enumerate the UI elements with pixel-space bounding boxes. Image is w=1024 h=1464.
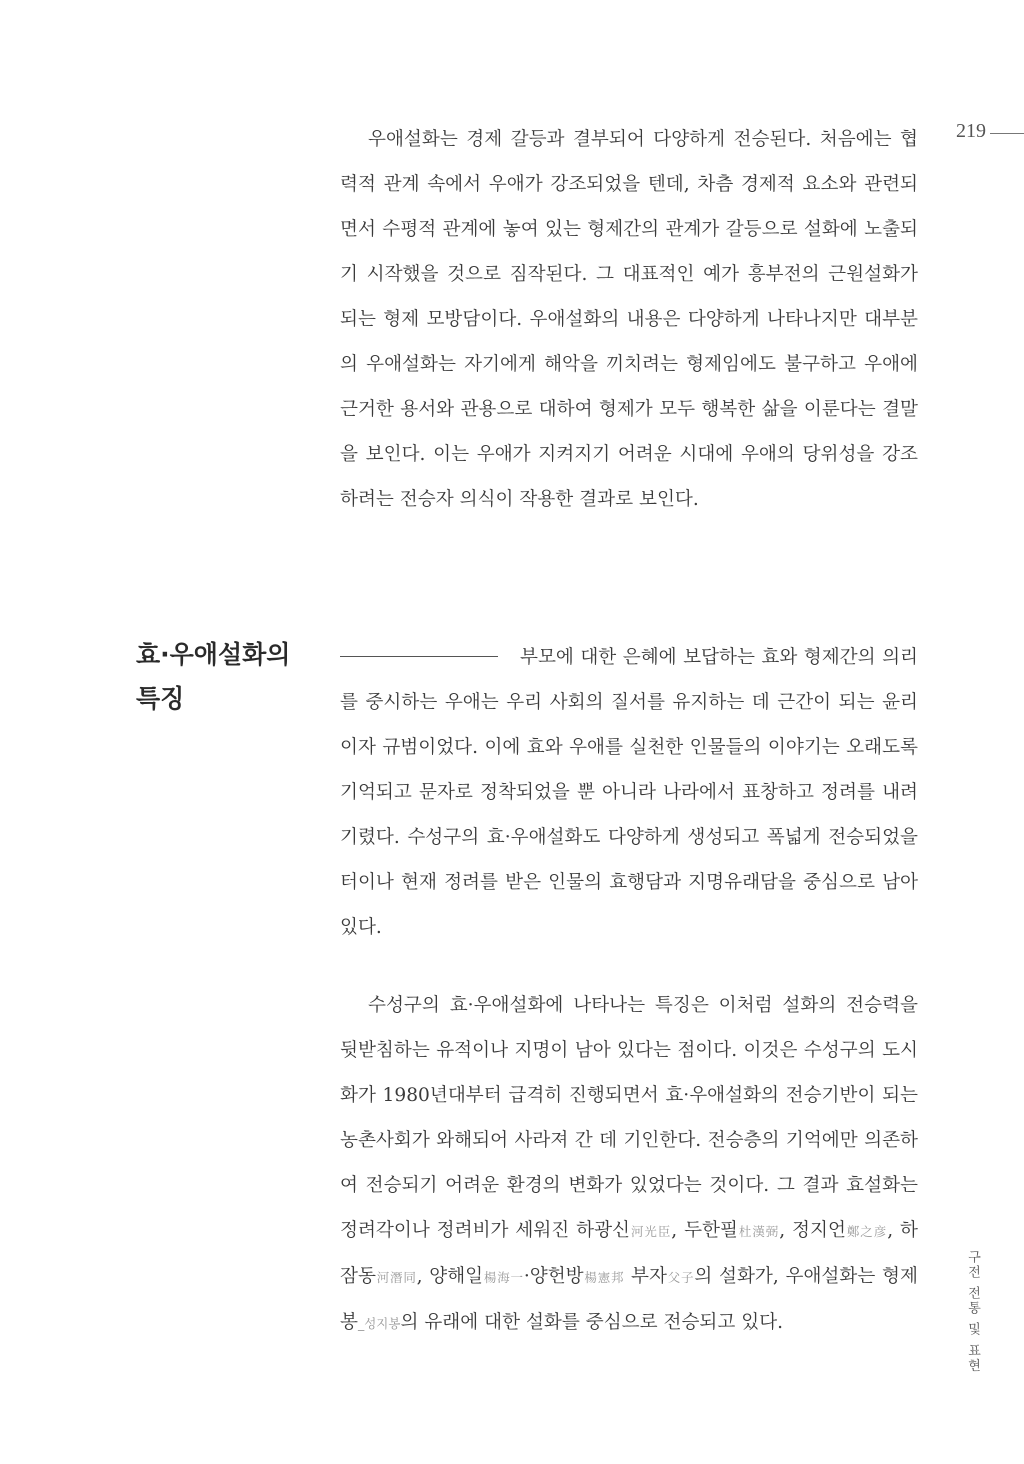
paragraph-3-text: , 정지언: [779, 1220, 846, 1241]
paragraph-3-text: ·양헌방: [523, 1266, 584, 1287]
hanja-gloss: 鄭之彦: [845, 1224, 888, 1239]
paragraph-2-wrapper: [340, 635, 918, 950]
hanja-gloss: 河潛同: [375, 1270, 417, 1285]
section-heading-line-1: 효·우애설화의: [136, 640, 291, 669]
paragraph-3-text: , 양해일: [416, 1266, 484, 1287]
paragraph-2: 부모에 대한 은혜에 보답하는 효와 형제간의 의리를 중시하는 우애는 우리 사회의 질서를 유지하는 데 근간이 되는 윤리이자 규범이었다. 이에 효와 우애를 실천한 인물들의 이야기는 오래도록 기억되고 문자로 정착되었을 뿐 아니라 나라에서 표창하고 정려를 내려 기렸다. 수성구의 효·우애설화도 다양하게 생성되고 폭넓게 전승되었을 터이나 현재 정려를 받은 인물의 효행담과 지명유래담을 중심으로 남아 있다.: [340, 647, 918, 938]
hangul-gloss: _성지봉: [357, 1316, 401, 1331]
paragraph-3-text: 수성구의 효·우애설화에 나타나는 특징은 이처럼 설화의 전승력을 뒷받침하는 유적이나 지명이 남아 있다는 점이다. 이것은 수성구의 도시화가 1980년대부터 급격히 진행되면서 효·우애설화의 전승기반이 되는 농촌사회가 와해되어 사라져 간 데 기인한다. 전승층의 기억에만 의존하여 전승되기 어려운 환경의 변화가 있었다는 것이다. 그 결과 효설화는 정려각이나 정려비가 세워진 하광신: [340, 995, 918, 1241]
paragraph-3-text: 의 설화가, 우애설화는 형제봉: [340, 1266, 918, 1333]
hanja-gloss: 河光臣: [630, 1224, 672, 1239]
paragraph-3-text: , 하잠동: [340, 1220, 918, 1287]
hanja-gloss: 楊憲邦: [583, 1270, 625, 1285]
paragraph-3-block: [340, 983, 918, 1346]
paragraph-3: [340, 983, 918, 1346]
page-number: 219: [956, 120, 986, 142]
paragraph-3-text: 부자: [624, 1266, 667, 1287]
side-title: 구전 전통 및 표현: [965, 1250, 980, 1374]
hanja-gloss: 杜漢弼: [737, 1224, 780, 1239]
paragraph-2-block: [340, 635, 918, 950]
paragraph-1-block: [340, 117, 918, 522]
paragraph-3-text: 의 유래에 대한 설화를 중심으로 전승되고 있다.: [400, 1312, 784, 1333]
heading-rule: [340, 656, 498, 657]
paragraph-1: 우애설화는 경제 갈등과 결부되어 다양하게 전승된다. 처음에는 협력적 관계 속에서 우애가 강조되었을 텐데, 차츰 경제적 요소와 관련되면서 수평적 관계에 놓여 있는 형제간의 관계가 갈등으로 설화에 노출되기 시작했을 것으로 짐작된다. 그 대표적인 예가 흥부전의 근원설화가 되는 형제 모방담이다. 우애설화의 내용은 다양하게 나타나지만 대부분의 우애설화는 자기에게 해악을 끼치려는 형제임에도 불구하고 우애에 근거한 용서와 관용으로 대하여 형제가 모두 행복한 삶을 이룬다는 결말을 보인다. 이는 우애가 지켜지기 어려운 시대에 우애의 당위성을 강조하려는 전승자 의식이 작용한 결과로 보인다.: [340, 129, 918, 510]
hanja-gloss: 父子: [666, 1270, 695, 1285]
section-heading: [136, 633, 316, 721]
hanja-gloss: 楊海一: [483, 1270, 524, 1285]
paragraph-3-text: , 두한필: [671, 1220, 738, 1241]
page-number-rule: [990, 133, 1024, 134]
section-heading-line-2: 특징: [136, 684, 185, 713]
